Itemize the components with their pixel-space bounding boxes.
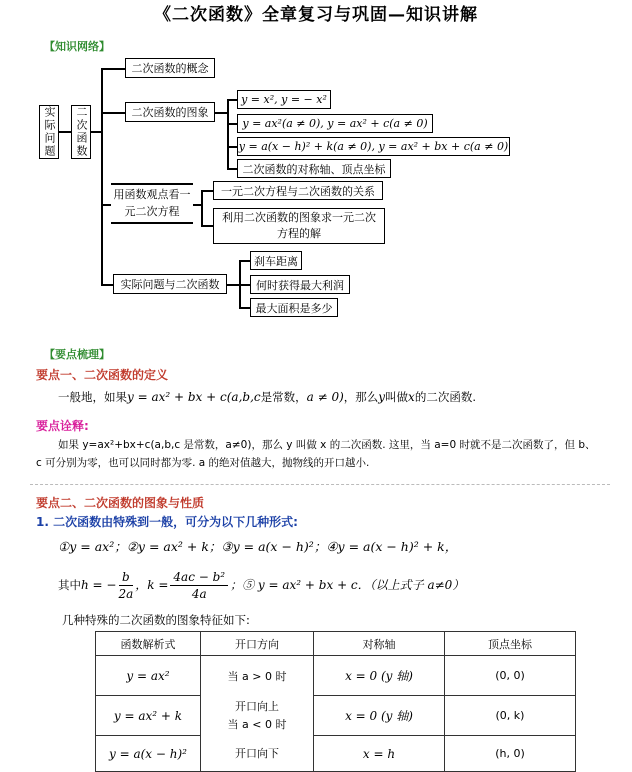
table-header: 对称轴 bbox=[314, 632, 445, 656]
table-row: y = ax² 当 a > 0 时 x = 0 (y 轴) (0, 0) bbox=[96, 656, 576, 696]
table-header: 开口方向 bbox=[201, 632, 314, 656]
eq-view-box: 用函数观点看一元二次方程 bbox=[111, 183, 193, 223]
form-box-3: y = a(x − h)² + k(a ≠ 0), y = ax² + bx + c(a ≠ 0) bbox=[237, 137, 510, 156]
practical-item-3: 最大面积是多少 bbox=[250, 298, 338, 317]
form-box-1: y = x², y = − x² bbox=[237, 90, 331, 109]
note-line-1: 如果 y=ax²+bx+c(a,b,c 是常数，a≠0)，那么 y 叫做 x 的二次函数. 这里，当 a=0 时就不是二次函数了，但 b、 bbox=[58, 439, 596, 451]
point1-definition: 一般地，如果y = ax² + bx + c(a,b,c是常数，a ≠ 0)，那么y叫做x的二次函数. bbox=[58, 390, 476, 404]
table-header: 顶点坐标 bbox=[445, 632, 576, 656]
network-heading: 【知识网络】 bbox=[44, 40, 110, 53]
table-row: y = a(x − h)² 开口向下 x = h (h, 0) bbox=[96, 736, 576, 772]
hk-formula: 其中 h = − $\frac{b}{2a}$ ，k = $\frac{\text{4ac − b²}}{4a}$ ；⑤ y = ax² + bx + c．（以上式子 a≠0） bbox=[58, 569, 465, 601]
eq-item-2: 利用二次函数的图象求一元二次方程的解 bbox=[213, 208, 385, 244]
points-heading: 【要点梳理】 bbox=[44, 348, 110, 361]
concept-box: 二次函数的概念 bbox=[125, 58, 215, 78]
form-box-4: 二次函数的对称轴、顶点坐标 bbox=[237, 159, 391, 178]
point1-title: 要点一、二次函数的定义 bbox=[36, 368, 169, 382]
root-box: 实际问题 bbox=[39, 105, 59, 159]
graph-box: 二次函数的图象 bbox=[125, 102, 215, 122]
note-title: 要点诠释: bbox=[36, 419, 89, 433]
page-title: 《二次函数》全章复习与巩固—知识讲解 bbox=[154, 5, 478, 25]
eq-item-1: 一元二次方程与二次函数的关系 bbox=[213, 181, 383, 200]
practical-box: 实际问题与二次函数 bbox=[113, 274, 227, 294]
point2-subtitle: 1. 二次函数由特殊到一般，可分为以下几种形式: bbox=[36, 515, 298, 529]
point2-title: 要点二、二次函数的图象与性质 bbox=[36, 496, 205, 510]
forms-line: ①y = ax²；②y = ax² + k；③y = a(x − h)²；④y = a(x − h)² + k， bbox=[58, 539, 458, 554]
form-box-2: y = ax²(a ≠ 0), y = ax² + c(a ≠ 0) bbox=[237, 114, 433, 133]
note-line-2: c 可分别为零，也可以同时都为零. a 的绝对值越大，抛物线的开口越小. bbox=[36, 457, 370, 469]
quadratic-box: 二次函数 bbox=[71, 105, 91, 159]
table-intro: 几种特殊的二次函数的图象特征如下: bbox=[62, 613, 250, 627]
practical-item-1: 刹车距离 bbox=[250, 251, 302, 270]
properties-table bbox=[95, 631, 576, 772]
practical-item-2: 何时获得最大利润 bbox=[250, 275, 350, 294]
table-header: 函数解析式 bbox=[96, 632, 201, 656]
table-row: y = ax² + k 开口向上 当 a < 0 时 x = 0 (y 轴) (0, k) bbox=[96, 696, 576, 736]
